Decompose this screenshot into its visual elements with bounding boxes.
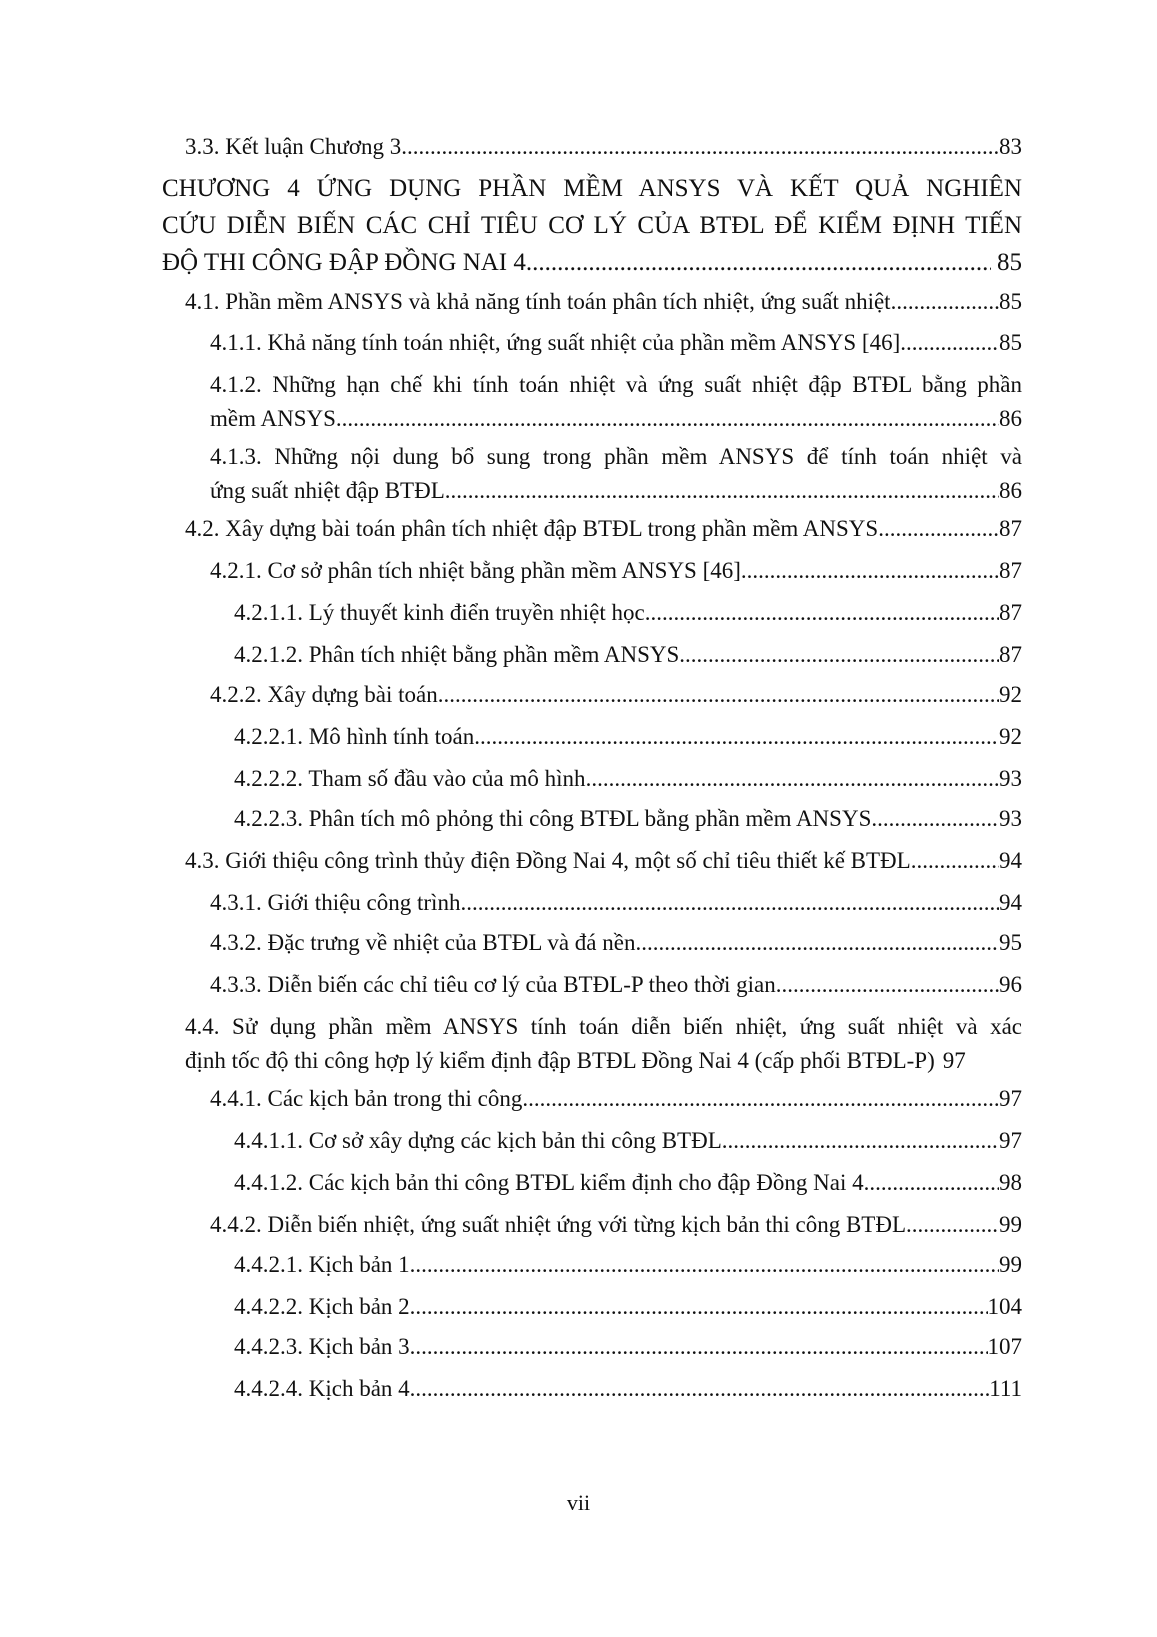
toc-entry-line (185, 512, 1022, 546)
toc-entry[interactable] (234, 1330, 1022, 1364)
toc-entry-line (234, 1124, 1022, 1158)
toc-entry[interactable] (185, 1010, 1022, 1078)
toc-leader-dots (891, 285, 999, 319)
toc-entry[interactable] (185, 512, 1022, 546)
toc-page-number: 93 (999, 766, 1022, 791)
toc-entry-line (234, 596, 1022, 630)
toc-page-number: 97 (942, 1048, 966, 1073)
toc-page-number: 85 (999, 289, 1022, 314)
toc-entry[interactable] (234, 1166, 1022, 1200)
toc-entry-title: 4.3.2. Đặc trưng về nhiệt của BTĐL và đá nền (210, 930, 636, 955)
toc-page-number: 92 (999, 724, 1022, 749)
toc-entry-title: 4.4.1. Các kịch bản trong thi công (210, 1086, 523, 1111)
toc-entry[interactable] (210, 554, 1022, 588)
toc-entry-line (234, 720, 1022, 754)
toc-entry[interactable] (234, 762, 1022, 796)
toc-entry[interactable] (234, 1372, 1022, 1406)
toc-leader-dots (410, 1372, 990, 1406)
toc-leader-dots (645, 596, 999, 630)
toc-entry-line (234, 762, 1022, 796)
toc-leader-dots (722, 1124, 999, 1158)
toc-leader-dots (445, 474, 999, 508)
toc-entry[interactable] (210, 926, 1022, 960)
toc-page-number: 86 (999, 406, 1022, 431)
toc-entry-title: 4.2.2.1. Mô hình tính toán (234, 724, 475, 749)
toc-entry-title: mềm ANSYS (210, 406, 336, 431)
toc-entry-title: 4.2. Xây dựng bài toán phân tích nhiệt đập BTĐL trong phần mềm ANSYS (185, 516, 879, 541)
page-number: vii (566, 1490, 591, 1515)
toc-leader-dots (586, 762, 999, 796)
toc-entry-title: 4.2.1.1. Lý thuyết kinh điển truyền nhiệt học (234, 600, 645, 625)
toc-page-number: 87 (999, 642, 1022, 667)
toc-page-number: 87 (999, 558, 1022, 583)
toc-entry-title: ĐỘ THI CÔNG ĐẬP ĐỒNG NAI 4 (162, 249, 526, 276)
toc-leader-dots (906, 1208, 999, 1242)
toc-page-number: 97 (999, 1086, 1022, 1111)
toc-page-number: 92 (999, 682, 1022, 707)
toc-entry-title: 4.2.1. Cơ sở phân tích nhiệt bằng phần mềm ANSYS [46] (210, 558, 741, 583)
toc-page-number: 107 (987, 1334, 1022, 1359)
toc-entry-title: 4.2.2. Xây dựng bài toán (210, 682, 438, 707)
toc-leader-dots (410, 1330, 988, 1364)
toc-leader-dots (438, 678, 999, 712)
toc-entry[interactable] (234, 638, 1022, 672)
toc-entry-line (210, 886, 1022, 920)
toc-leader-dots (526, 244, 991, 281)
toc-entry-line (234, 802, 1022, 836)
toc-entry-title-line: CỨU DIỄN BIẾN CÁC CHỈ TIÊU CƠ LÝ CỦA BTĐL ĐỂ KIỂM ĐỊNH TIẾN (162, 212, 1022, 239)
toc-page-number: 83 (999, 134, 1022, 159)
toc-leader-dots (864, 1166, 999, 1200)
toc-leader-dots (776, 968, 999, 1002)
toc-leader-dots (336, 402, 999, 436)
toc-entry-title: 4.1. Phần mềm ANSYS và khả năng tính toán phân tích nhiệt, ứng suất nhiệt (185, 289, 891, 314)
toc-page-number: 97 (999, 1128, 1022, 1153)
toc-leader-dots (911, 844, 999, 878)
toc-entry-title-line: 4.4. Sử dụng phần mềm ANSYS tính toán diễn biến nhiệt, ứng suất nhiệt và xác (185, 1014, 1022, 1039)
toc-page-number: 99 (999, 1212, 1022, 1237)
toc-entry-line (185, 285, 1022, 319)
toc-entry-title: 4.2.1.2. Phân tích nhiệt bằng phần mềm ANSYS (234, 642, 680, 667)
toc-entry-line (162, 244, 1022, 281)
toc-leader-dots (474, 720, 999, 754)
toc-entry[interactable] (210, 326, 1022, 360)
toc-page-number: 93 (999, 806, 1022, 831)
toc-entry-line (210, 326, 1022, 360)
toc-entry-title: 4.4.2.3. Kịch bản 3 (234, 1334, 410, 1359)
toc-leader-dots (878, 512, 999, 546)
toc-entry[interactable] (210, 968, 1022, 1002)
toc-entry-title: 4.4.2.4. Kịch bản 4 (234, 1376, 410, 1401)
toc-entry-line (210, 968, 1022, 1002)
toc-entry[interactable] (185, 130, 1022, 164)
toc-leader-dots (741, 554, 999, 588)
toc-entry-title: 4.3. Giới thiệu công trình thủy điện Đồng Nai 4, một số chỉ tiêu thiết kế BTĐL (185, 848, 911, 873)
toc-entry-line (234, 1372, 1022, 1406)
toc-leader-dots (410, 1290, 988, 1324)
toc-page-number: 94 (999, 848, 1022, 873)
toc-entry-title-line: CHƯƠNG 4 ỨNG DỤNG PHẦN MỀM ANSYS VÀ KẾT QUẢ NGHIÊN (162, 175, 1022, 202)
toc-page-number: 104 (987, 1294, 1022, 1319)
toc-leader-dots (871, 802, 999, 836)
toc-entry[interactable] (234, 596, 1022, 630)
toc-entry[interactable] (234, 1124, 1022, 1158)
toc-entry-line (234, 638, 1022, 672)
toc-page-number: 98 (999, 1170, 1022, 1195)
toc-entry-title: định tốc độ thi công hợp lý kiểm định đập BTĐL Đồng Nai 4 (cấp phối BTĐL-P) (185, 1048, 935, 1073)
toc-entry[interactable] (210, 1208, 1022, 1242)
toc-leader-dots (460, 886, 999, 920)
toc-entry[interactable] (210, 678, 1022, 712)
toc-entry-line (234, 1290, 1022, 1324)
toc-entry-title: 4.1.1. Khả năng tính toán nhiệt, ứng suất nhiệt của phần mềm ANSYS [46] (210, 330, 901, 355)
toc-entry-line (234, 1166, 1022, 1200)
toc-entry-title-line: 4.1.2. Những hạn chế khi tính toán nhiệt và ứng suất nhiệt đập BTĐL bằng phần (210, 372, 1022, 397)
toc-page-number: 99 (999, 1252, 1022, 1277)
toc-entry-title: 4.4.2.1. Kịch bản 1 (234, 1252, 410, 1277)
toc-entry[interactable] (210, 440, 1022, 508)
toc-page-number: 86 (999, 478, 1022, 503)
toc-entry-title: 4.4.2. Diễn biến nhiệt, ứng suất nhiệt ứng với từng kịch bản thi công BTĐL (210, 1212, 907, 1237)
toc-entry-title: 3.3. Kết luận Chương 3 (185, 134, 402, 159)
toc-chapter-entry[interactable] (162, 170, 1022, 281)
toc-entry-title: 4.4.2.2. Kịch bản 2 (234, 1294, 410, 1319)
toc-leader-dots (410, 1248, 999, 1282)
toc-entry-line (210, 402, 1022, 436)
toc-entry-line (185, 130, 1022, 164)
toc-leader-dots (900, 326, 999, 360)
toc-page-number: 95 (999, 930, 1022, 955)
toc-entry-title: ứng suất nhiệt đập BTĐL (210, 478, 445, 503)
toc-entry-line (210, 926, 1022, 960)
toc-entry-title: 4.2.2.2. Tham số đầu vào của mô hình (234, 766, 586, 791)
toc-page-number: 96 (999, 972, 1022, 997)
toc-entry[interactable] (234, 720, 1022, 754)
toc-entry[interactable] (234, 1290, 1022, 1324)
toc-entry[interactable] (210, 886, 1022, 920)
toc-page-number: 85 (997, 249, 1022, 276)
toc-entry-line (234, 1330, 1022, 1364)
toc-page-number: 85 (999, 330, 1022, 355)
toc-entry[interactable] (185, 285, 1022, 319)
toc-entry-title: 4.3.1. Giới thiệu công trình (210, 890, 461, 915)
toc-entry[interactable] (210, 1082, 1022, 1116)
toc-page-number: 94 (999, 890, 1022, 915)
toc-entry-line (185, 844, 1022, 878)
toc-page-number: 87 (999, 516, 1022, 541)
toc-entry[interactable] (210, 368, 1022, 436)
toc-entry-line (210, 1082, 1022, 1116)
toc-leader-dots (401, 130, 999, 164)
toc-entry[interactable] (185, 844, 1022, 878)
toc-entry-title: 4.4.1.1. Cơ sở xây dựng các kịch bản thi công BTĐL (234, 1128, 722, 1153)
toc-entry-line (210, 474, 1022, 508)
toc-entry-line (210, 678, 1022, 712)
toc-entry-line (234, 1248, 1022, 1282)
toc-entry-title: 4.3.3. Diễn biến các chỉ tiêu cơ lý của BTĐL-P theo thời gian (210, 972, 776, 997)
toc-entry-title: 4.2.2.3. Phân tích mô phỏng thi công BTĐL bằng phần mềm ANSYS (234, 806, 872, 831)
toc-leader-dots (635, 926, 999, 960)
toc-entry-line (210, 1208, 1022, 1242)
toc-entry-line (185, 1044, 1022, 1078)
toc-entry[interactable] (234, 1248, 1022, 1282)
toc-leader-dots (522, 1082, 999, 1116)
toc-entry-title: 4.4.1.2. Các kịch bản thi công BTĐL kiểm định cho đập Đồng Nai 4 (234, 1170, 864, 1195)
toc-entry-title-line: 4.1.3. Những nội dung bổ sung trong phần mềm ANSYS để tính toán nhiệt và (210, 444, 1022, 469)
toc-page-number: 87 (999, 600, 1022, 625)
toc-entry[interactable] (234, 802, 1022, 836)
toc-page-number: 111 (989, 1376, 1022, 1401)
toc-leader-dots (679, 638, 999, 672)
toc-entry-line (210, 554, 1022, 588)
